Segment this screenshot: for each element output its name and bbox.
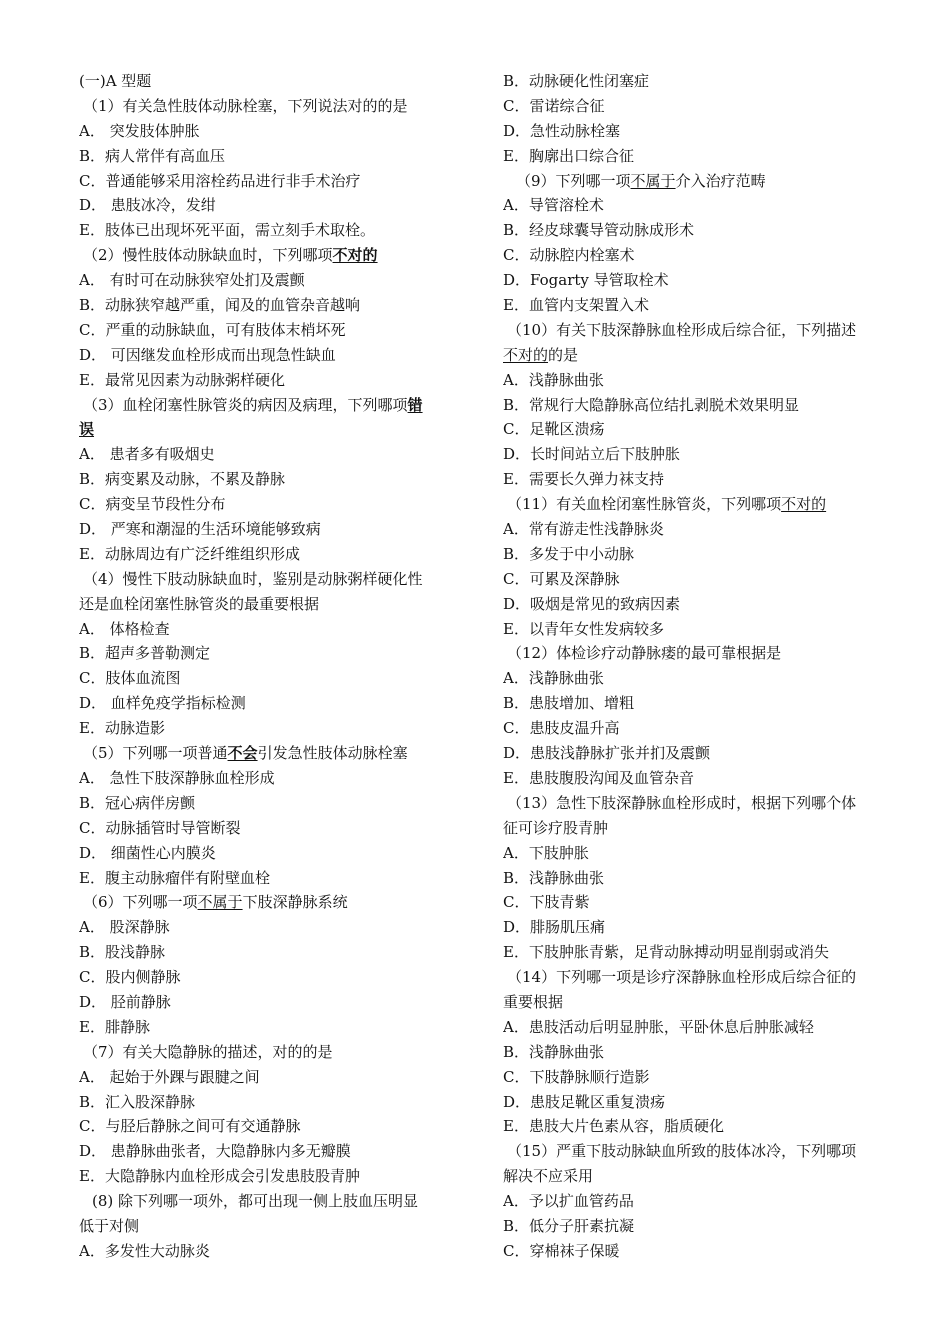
text-segment: 不对的 <box>332 246 378 265</box>
text-line <box>79 417 474 442</box>
text-line <box>503 268 903 293</box>
text-line <box>503 1065 903 1090</box>
text-line <box>79 816 474 841</box>
text-line <box>79 467 474 492</box>
text-segment: 低于对侧 <box>79 1216 140 1235</box>
text-line <box>503 816 903 841</box>
text-line <box>503 69 903 94</box>
text-segment: B．汇入股深静脉 <box>79 1092 196 1111</box>
text-segment: E．大隐静脉内血栓形成会引发患肢股青肿 <box>79 1167 360 1186</box>
text-segment: C．可累及深静脉 <box>503 569 620 588</box>
text-segment: E．最常见因素为动脉粥样硬化 <box>79 370 285 389</box>
text-line <box>503 417 903 442</box>
text-segment: D．Fogarty 导管取栓术 <box>503 271 669 290</box>
text-line <box>503 393 903 418</box>
text-segment: A．下肢肿胀 <box>503 843 589 862</box>
text-segment: B．浅静脉曲张 <box>503 1042 605 1061</box>
text-segment: C．动脉插管时导管断裂 <box>79 818 241 837</box>
text-segment: B．浅静脉曲张 <box>503 868 605 887</box>
text-line <box>79 193 474 218</box>
text-segment: 不对的 <box>503 345 549 364</box>
text-line <box>79 368 474 393</box>
text-segment: B．冠心病伴房颤 <box>79 793 196 812</box>
text-segment: 错 <box>407 395 423 414</box>
text-line <box>503 193 903 218</box>
left-column <box>79 69 474 1264</box>
text-segment: A． 体格检查 <box>79 619 170 638</box>
text-segment: （7）有关大隐静脉的描述，对的的是 <box>83 1042 333 1061</box>
text-segment: （4）慢性下肢动脉缺血时，鉴别是动脉粥样硬化性 <box>83 569 423 588</box>
text-line <box>503 741 903 766</box>
text-segment: A．患肢活动后明显肿胀，平卧休息后肿胀减轻 <box>503 1017 814 1036</box>
text-line <box>503 866 903 891</box>
text-segment: A． 急性下肢深静脉血栓形成 <box>79 768 275 787</box>
text-line <box>503 218 903 243</box>
text-line <box>79 1189 474 1214</box>
text-segment: C．普通能够采用溶栓药品进行非手术治疗 <box>79 171 361 190</box>
text-line <box>79 592 474 617</box>
text-line <box>79 965 474 990</box>
text-line <box>503 293 903 318</box>
text-segment: B．超声多普勒测定 <box>79 644 211 663</box>
text-segment: C．穿棉袜子保暖 <box>503 1241 620 1260</box>
text-segment: D． 胫前静脉 <box>79 992 171 1011</box>
text-segment: 解决不应采用 <box>503 1167 594 1186</box>
text-line <box>79 119 474 144</box>
text-segment: 误 <box>79 420 95 439</box>
text-segment: A． 突发肢体肿胀 <box>79 121 200 140</box>
text-line <box>503 1214 903 1239</box>
text-line <box>503 1114 903 1139</box>
text-line <box>79 144 474 169</box>
text-line <box>503 940 903 965</box>
text-line <box>79 915 474 940</box>
text-segment: 不对的 <box>781 495 827 514</box>
text-line <box>503 766 903 791</box>
text-line <box>503 617 903 642</box>
text-line <box>503 467 903 492</box>
text-segment: C．严重的动脉缺血，可有肢体末梢坏死 <box>79 320 346 339</box>
text-segment: 不会 <box>227 744 258 763</box>
text-line <box>503 965 903 990</box>
text-line <box>79 567 474 592</box>
text-line <box>79 268 474 293</box>
text-segment: （1）有关急性肢体动脉栓塞，下列说法对的的是 <box>83 96 408 115</box>
text-segment: D． 血样免疫学指标检测 <box>79 694 246 713</box>
text-line <box>503 542 903 567</box>
text-line <box>79 243 474 268</box>
text-line <box>503 1239 903 1264</box>
text-line <box>79 94 474 119</box>
text-segment: E．动脉周边有广泛纤维组织形成 <box>79 544 300 563</box>
text-segment: C．足靴区溃疡 <box>503 420 605 439</box>
text-line <box>503 592 903 617</box>
text-segment: C．下肢静脉顺行造影 <box>503 1067 650 1086</box>
text-segment: 不属于 <box>197 893 243 912</box>
text-segment: B．低分子肝素抗凝 <box>503 1216 635 1235</box>
text-segment: 重要根据 <box>503 992 564 1011</box>
text-segment: B．多发于中小动脉 <box>503 544 635 563</box>
text-segment: D．腓肠肌压痛 <box>503 918 606 937</box>
text-segment: （10）有关下肢深静脉血栓形成后综合征，下列描述 <box>507 320 857 339</box>
text-line <box>503 641 903 666</box>
text-line <box>79 841 474 866</box>
text-line <box>79 1090 474 1115</box>
text-segment: D． 患静脉曲张者，大隐静脉内多无瓣膜 <box>79 1142 351 1161</box>
text-segment: D．急性动脉栓塞 <box>503 121 621 140</box>
text-line <box>503 716 903 741</box>
text-segment: A． 起始于外踝与跟腱之间 <box>79 1067 260 1086</box>
text-line <box>79 1015 474 1040</box>
text-segment: E．患肢腹股沟闻及血管杂音 <box>503 768 694 787</box>
text-line <box>503 343 903 368</box>
text-segment: A．多发性大动脉炎 <box>79 1241 210 1260</box>
text-segment: C．肢体血流图 <box>79 669 181 688</box>
text-line <box>79 1040 474 1065</box>
text-line <box>79 741 474 766</box>
text-segment: D．长时间站立后下肢肿胀 <box>503 445 681 464</box>
text-line <box>79 343 474 368</box>
text-line <box>79 442 474 467</box>
text-segment: 征可诊疗股青肿 <box>503 818 609 837</box>
text-segment: 下肢深静脉系统 <box>242 893 348 912</box>
text-segment: B．股浅静脉 <box>79 943 166 962</box>
text-segment: D． 可因继发血栓形成而出现急性缺血 <box>79 345 336 364</box>
text-line <box>79 1065 474 1090</box>
text-line <box>79 766 474 791</box>
text-segment: 不属于 <box>630 171 676 190</box>
text-segment: B．患肢增加、增粗 <box>503 694 635 713</box>
text-line <box>503 119 903 144</box>
text-segment: （3）血栓闭塞性脉管炎的病因及病理，下列哪项 <box>83 395 408 414</box>
text-line <box>503 318 903 343</box>
text-line <box>503 567 903 592</box>
text-segment: (一)A 型题 <box>79 72 152 90</box>
text-line <box>503 1189 903 1214</box>
text-line <box>503 1164 903 1189</box>
text-segment: D．患肢浅静脉扩张并扪及震颤 <box>503 744 711 763</box>
text-segment: E．胸廓出口综合征 <box>503 146 634 165</box>
text-line <box>503 144 903 169</box>
text-line <box>503 517 903 542</box>
text-line <box>79 666 474 691</box>
text-line <box>79 393 474 418</box>
text-segment: E．动脉造影 <box>79 719 165 738</box>
text-segment: （6）下列哪一项 <box>83 893 198 912</box>
text-line <box>503 169 903 194</box>
text-segment: A． 有时可在动脉狭窄处扪及震颤 <box>79 271 305 290</box>
text-line <box>503 890 903 915</box>
text-segment: E．腓静脉 <box>79 1017 150 1036</box>
text-segment: （9）下列哪一项 <box>516 171 631 190</box>
text-line <box>79 542 474 567</box>
text-line <box>79 169 474 194</box>
text-line <box>503 666 903 691</box>
text-segment: A．浅静脉曲张 <box>503 370 604 389</box>
text-line <box>79 990 474 1015</box>
text-segment: E．肢体已出现坏死平面，需立刻手术取栓。 <box>79 221 375 240</box>
text-segment: D． 细菌性心内膜炎 <box>79 843 216 862</box>
text-line <box>503 243 903 268</box>
text-line <box>503 442 903 467</box>
text-line <box>79 517 474 542</box>
text-line <box>503 1139 903 1164</box>
text-line <box>503 1090 903 1115</box>
text-segment: A．浅静脉曲张 <box>503 669 604 688</box>
text-line <box>503 94 903 119</box>
text-segment: （5）下列哪一项普通 <box>83 744 228 763</box>
text-segment: E．患肢大片色素从容，脂质硬化 <box>503 1117 724 1136</box>
text-segment: B．动脉硬化性闭塞症 <box>503 72 650 90</box>
text-segment: B．病变累及动脉，不累及静脉 <box>79 470 286 489</box>
text-segment: C．股内侧静脉 <box>79 968 181 987</box>
text-segment: B．常规行大隐静脉高位结扎剥脱术效果明显 <box>503 395 800 414</box>
right-column <box>503 69 903 1264</box>
text-line <box>79 69 474 94</box>
text-segment: A．导管溶栓术 <box>503 196 604 215</box>
text-segment: （13）急性下肢深静脉血栓形成时，根据下列哪个体 <box>507 793 857 812</box>
text-segment: （12）体检诊疗动静脉瘘的最可靠根据是 <box>507 644 782 663</box>
text-line <box>503 492 903 517</box>
text-line <box>79 791 474 816</box>
text-segment: （11）有关血栓闭塞性脉管炎，下列哪项 <box>507 495 782 514</box>
text-segment: D． 患肢冰冷，发绀 <box>79 196 216 215</box>
text-line <box>79 1239 474 1264</box>
text-segment: C．病变呈节段性分布 <box>79 495 226 514</box>
text-segment: D．患肢足靴区重复溃疡 <box>503 1092 666 1111</box>
text-line <box>79 1164 474 1189</box>
text-segment: A．常有游走性浅静脉炎 <box>503 520 664 539</box>
text-line <box>79 890 474 915</box>
text-segment: （2）慢性肢体动脉缺血时，下列哪项 <box>83 246 333 265</box>
text-segment: B．经皮球囊导管动脉成形术 <box>503 221 695 240</box>
text-segment: (8) 除下列哪一项外，都可出现一侧上肢血压明显 <box>92 1192 419 1211</box>
text-line <box>503 841 903 866</box>
text-line <box>79 1114 474 1139</box>
text-line <box>503 990 903 1015</box>
text-line <box>79 218 474 243</box>
text-segment: D．吸烟是常见的致病因素 <box>503 594 681 613</box>
text-segment: E．血管内支架置入术 <box>503 296 649 315</box>
text-line <box>503 791 903 816</box>
text-segment: B．动脉狭窄越严重，闻及的血管杂音越响 <box>79 296 361 315</box>
text-line <box>79 318 474 343</box>
text-line <box>79 866 474 891</box>
text-line <box>79 293 474 318</box>
text-line <box>503 368 903 393</box>
text-segment: 的是 <box>548 345 579 364</box>
text-segment: E．以青年女性发病较多 <box>503 619 664 638</box>
text-segment: A． 患者多有吸烟史 <box>79 445 215 464</box>
text-line <box>79 940 474 965</box>
text-segment: C．下肢青紫 <box>503 893 590 912</box>
text-segment: E．需要长久弹力袜支持 <box>503 470 664 489</box>
text-segment: （14）下列哪一项是诊疗深静脉血栓形成后综合征的 <box>507 968 857 987</box>
text-segment: 引发急性肢体动脉栓塞 <box>257 744 408 763</box>
text-segment: 还是血栓闭塞性脉管炎的最重要根据 <box>79 594 320 613</box>
text-segment: D． 严寒和潮湿的生活环境能够致病 <box>79 520 321 539</box>
text-segment: C．动脉腔内栓塞术 <box>503 246 635 265</box>
text-segment: E．下肢肿胀青紫，足背动脉搏动明显削弱或消失 <box>503 943 829 962</box>
text-line <box>503 691 903 716</box>
text-line <box>79 1139 474 1164</box>
text-segment: A．予以扩血管药品 <box>503 1192 634 1211</box>
text-segment: C．与胫后静脉之间可有交通静脉 <box>79 1117 301 1136</box>
text-line <box>503 915 903 940</box>
text-line <box>503 1015 903 1040</box>
text-segment: （15）严重下肢动脉缺血所致的肢体冰冷，下列哪项 <box>507 1142 857 1161</box>
text-line <box>79 1214 474 1239</box>
text-line <box>503 1040 903 1065</box>
text-segment: E．腹主动脉瘤伴有附壁血栓 <box>79 868 270 887</box>
text-line <box>79 716 474 741</box>
text-line <box>79 492 474 517</box>
text-line <box>79 691 474 716</box>
text-segment: 介入治疗范畴 <box>675 171 766 190</box>
text-line <box>79 641 474 666</box>
text-segment: B．病人常伴有高血压 <box>79 146 226 165</box>
text-segment: C．雷诺综合征 <box>503 96 605 115</box>
text-segment: A． 股深静脉 <box>79 918 170 937</box>
text-segment: C．患肢皮温升高 <box>503 719 620 738</box>
text-line <box>79 617 474 642</box>
